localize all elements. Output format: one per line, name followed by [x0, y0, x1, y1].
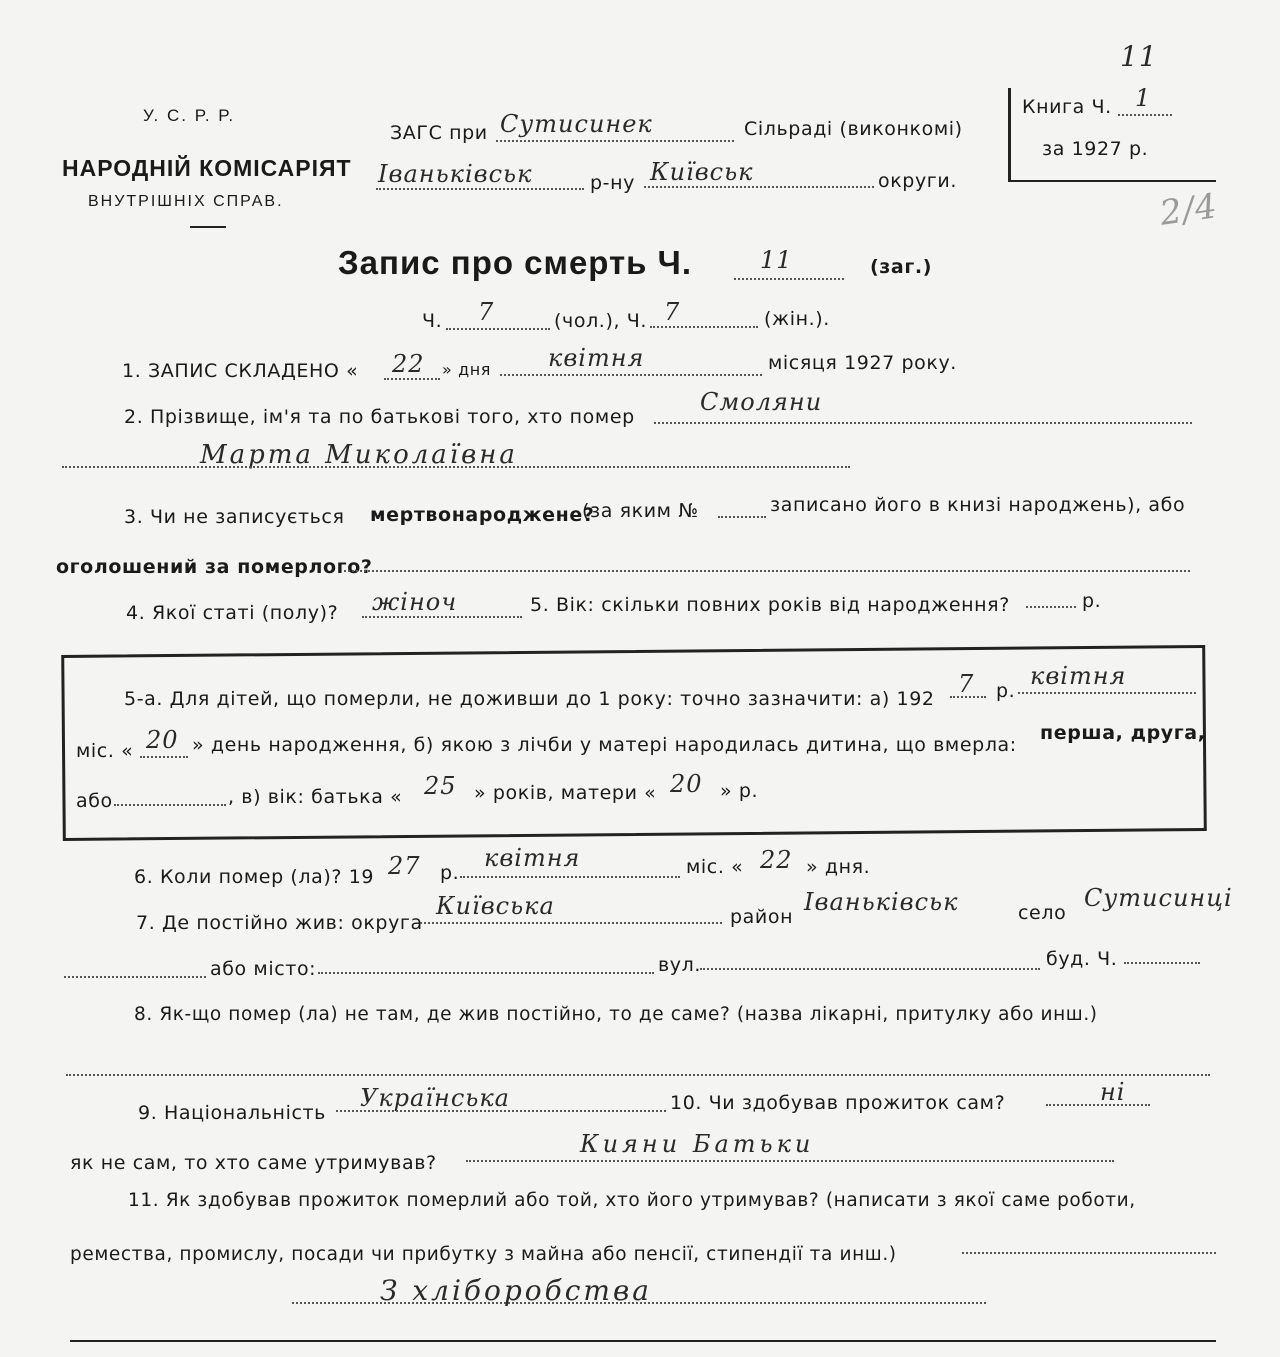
q7-raion: Іваньківськ — [804, 888, 959, 916]
org-commissariat: НАРОДНІЙ КОМІСАРІЯТ — [62, 155, 352, 181]
q7-selo-label: село — [1018, 902, 1067, 924]
q5a-order-line — [114, 804, 226, 806]
q10-supporter: Кияни Батьки — [580, 1130, 815, 1158]
count-female-label: (жін.). — [764, 308, 830, 330]
q2-label: 2. Прізвище, ім'я та по батькові того, хто помер — [124, 406, 635, 428]
q7-abo-misto: або місто: — [210, 958, 317, 980]
record-number: 11 — [760, 246, 793, 274]
q11-answer: З хліборобства — [380, 1274, 652, 1307]
q7-selo: Сутисинці — [1084, 884, 1233, 912]
record-title: Запис про смерть Ч. — [338, 244, 692, 281]
q2-name-line — [62, 466, 850, 468]
q6-year: 27 — [388, 852, 421, 880]
q1-suffix: місяця 1927 року. — [768, 352, 957, 374]
q5a-year-line — [950, 696, 986, 698]
q7-okruha: Київська — [436, 892, 555, 920]
q5a-day: 20 — [146, 726, 179, 754]
q9-label: 9. Національність — [138, 1102, 326, 1124]
q8-label: 8. Як-що помер (ла) не там, де жив постійно, то де саме? (назва лікарні, притулку або инш.) — [134, 1004, 1098, 1025]
q3-label-c: записано його в книзі народжень), або — [770, 494, 1186, 516]
record-number-line — [734, 278, 844, 280]
q7-raion-label: район — [730, 906, 794, 928]
q7-street-line — [700, 968, 1040, 970]
record-suffix: (заг.) — [870, 256, 932, 278]
q7-okruha-line — [420, 922, 722, 924]
q6-suffix: » дня. — [806, 856, 871, 878]
q5a-mother-age: 20 — [670, 770, 703, 798]
q10-answer: ні — [1100, 1078, 1126, 1106]
book-label: Книга Ч. — [1022, 96, 1112, 118]
q5-suffix: р. — [1082, 590, 1102, 612]
q5a-father-age: 25 — [424, 772, 457, 800]
q3-label-a: 3. Чи не записується — [124, 506, 345, 528]
q2-name: Марта Миколаївна — [200, 440, 518, 470]
q7-house-line — [1124, 962, 1200, 964]
q3-declared-line — [344, 570, 1190, 572]
count-female: 7 — [664, 298, 681, 326]
q11-answer-line — [292, 1302, 986, 1304]
q7-city-line — [318, 972, 654, 974]
q6-month: квітня — [484, 844, 581, 872]
count-male-line — [446, 328, 550, 330]
q5a-line1: 5-а. Для дітей, що померли, не доживши до 1 року: точно зазначити: а) 192 — [124, 688, 935, 710]
org-department: ВНУТРІШНІХ СПРАВ. — [88, 193, 284, 210]
q6-r: р. — [440, 862, 460, 884]
q1-month: квітня — [548, 344, 645, 372]
q11-line2: ремества, промислу, посади чи прибутку з майна або пенсії, стипендії та инш.) — [70, 1244, 897, 1265]
q5a-line1-r: р. — [996, 680, 1016, 702]
q7-vul: вул. — [658, 954, 702, 976]
zags-raion-line — [376, 188, 584, 190]
q5a-line2-a: міс. « — [76, 740, 134, 762]
q1-month-line — [500, 374, 762, 376]
q4-sex: жіноч — [372, 588, 458, 616]
zags-okruha-line — [644, 186, 874, 188]
q5a-line2-b: » день народження, б) якою з лічби у матері народилась дитина, що вмерла: — [192, 734, 1017, 756]
q2-surname-line — [654, 422, 1192, 424]
count-male: 7 — [478, 298, 495, 326]
q5a-line3-a: або — [76, 790, 113, 812]
book-number-line — [1118, 114, 1172, 116]
q9-nationality-line — [336, 1110, 666, 1112]
q6-label: 6. Коли помер (ла)? 19 — [134, 866, 375, 888]
q6-day: 22 — [760, 846, 793, 874]
margin-note: 2/4 — [1157, 186, 1221, 234]
zags-raion-label: р-ну — [590, 172, 635, 194]
q5a-day-line — [140, 756, 188, 758]
q11-line2-fill — [962, 1252, 1216, 1254]
q3-number-line — [718, 516, 766, 518]
q4-label: 4. Якої статі (полу)? — [126, 602, 339, 624]
zags-prefix: ЗАГС при — [390, 122, 488, 144]
q5a-line3-c: » років, матери « — [474, 782, 657, 804]
q8-line — [66, 1074, 1210, 1076]
q3-label-b: (за яким № — [582, 500, 699, 522]
zags-okruha-label: округи. — [878, 170, 957, 192]
page-bottom-rule — [70, 1340, 1216, 1342]
count-ch-label: Ч. — [422, 310, 443, 332]
q5a-year-digit: 7 — [958, 670, 975, 698]
header-divider — [190, 226, 226, 228]
zags-village: Сутисинек — [500, 110, 653, 138]
zags-okruha: Київськ — [650, 158, 754, 186]
q5a-month: квітня — [1030, 662, 1127, 690]
q4-sex-line — [362, 616, 522, 618]
q1-mid: » дня — [442, 360, 492, 379]
q2-surname: Смоляни — [700, 388, 823, 416]
q6-mis: міс. « — [686, 856, 744, 878]
q3-stillborn: мертвонароджене? — [370, 504, 595, 526]
q5a-month-line — [1018, 692, 1196, 694]
zags-suffix: Сільраді (виконкомі) — [744, 118, 963, 140]
q7-bud: буд. Ч. — [1046, 948, 1118, 970]
q5-age-line — [1026, 606, 1076, 608]
q5a-line3-b: , в) вік: батька « — [228, 786, 403, 808]
q7-address-line-a — [64, 976, 206, 978]
q5-label: 5. Вік: скільки повних років від народження? — [530, 594, 1010, 616]
q6-month-line — [460, 876, 680, 878]
q11-line1: 11. Як здобував прожиток померлий або той, хто його утримував? (написати з якої саме роботи, — [128, 1190, 1136, 1211]
q5a-line3-d: » р. — [720, 780, 759, 802]
q5a-birth-order-options: перша, друга, — [1040, 722, 1206, 744]
org-country: У. С. Р. Р. — [143, 106, 236, 125]
q10-supporter-line — [466, 1160, 1114, 1162]
archive-page-number: 11 — [1120, 40, 1158, 73]
q10-line2: як не сам, то хто саме утримував? — [70, 1152, 437, 1174]
q10-answer-line — [1046, 1104, 1150, 1106]
q1-day: 22 — [392, 350, 425, 378]
book-year: за 1927 р. — [1042, 138, 1149, 160]
zags-raion: Іваньківськ — [378, 160, 533, 188]
book-number: 1 — [1135, 84, 1152, 112]
count-male-label: (чол.), Ч. — [554, 310, 648, 332]
q3-declared-dead: оголошений за померлого? — [56, 556, 373, 578]
zags-village-line — [496, 140, 734, 142]
q7-label: 7. Де постійно жив: округа — [136, 912, 423, 934]
q10-label: 10. Чи здобував прожиток сам? — [670, 1092, 1006, 1114]
q9-nationality: Українська — [360, 1084, 510, 1112]
q1-day-line — [384, 378, 440, 380]
count-female-line — [650, 326, 758, 328]
q1-label: 1. ЗАПИС СКЛАДЕНО « — [122, 360, 359, 382]
